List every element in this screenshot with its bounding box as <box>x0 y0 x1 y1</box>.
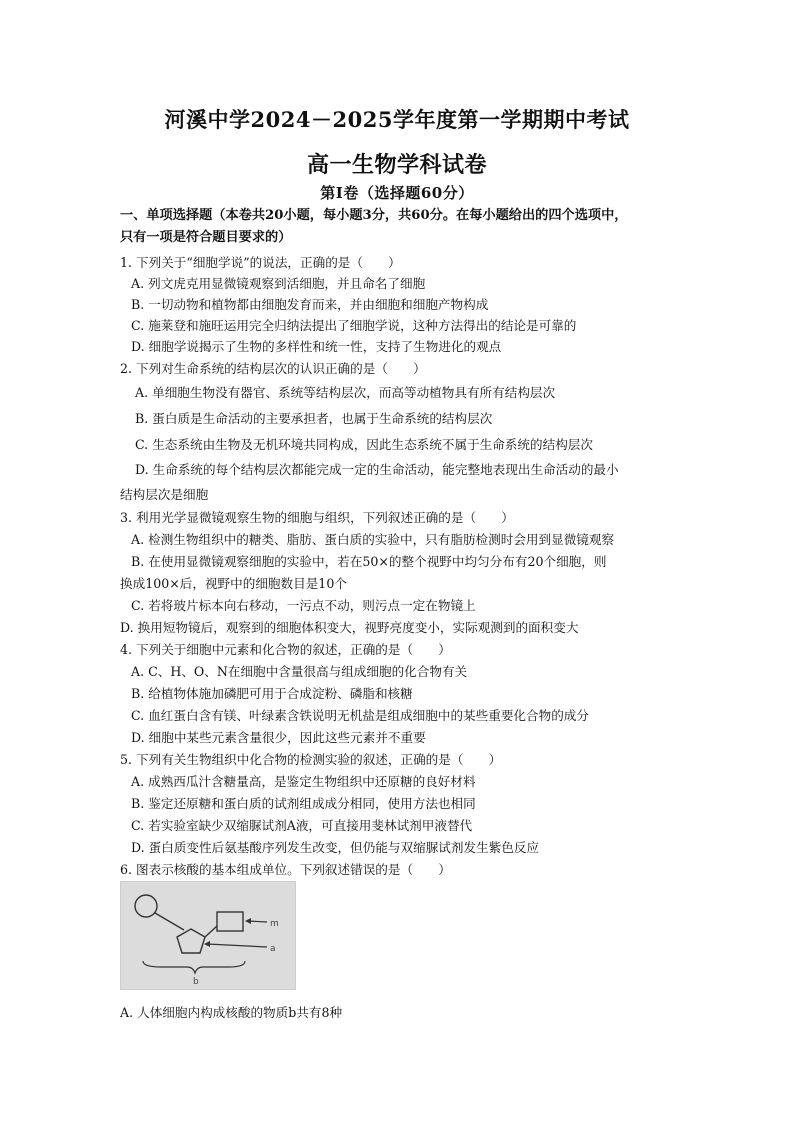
question-2-option-d-cont: 结构层次是细胞 <box>120 487 209 502</box>
phosphate-sugar-bond <box>155 913 184 930</box>
question-6-stem: 6. 图表示核酸的基本组成单位。下列叙述错误的是（ ） <box>120 862 451 877</box>
question-2-option-d: D. 生命系统的每个结构层次都能完成一定的生命活动，能完整地表现出生命活动的最小 <box>135 462 619 477</box>
question-3-option-d: D. 换用短物镜后，观察到的细胞体积变大，视野亮度变小，实际观测到的面积变大 <box>120 620 579 635</box>
question-4-stem: 4. 下列关于细胞中元素和化合物的叙述，正确的是（ ） <box>120 642 451 657</box>
question-5-option-a: A. 成熟西瓜汁含糖量高，是鉴定生物组织中还原糖的良好材料 <box>131 774 476 789</box>
question-4-option-c: C. 血红蛋白含有镁、叶绿素含铁说明无机盐是组成细胞中的某些重要化合物的成分 <box>131 708 589 723</box>
question-4-option-a: A. C、H、O、N在细胞中含量很高与组成细胞的化合物有关 <box>131 664 468 679</box>
exam-title: 河溪中学2024－2025学年度第一学期期中考试 <box>164 107 630 132</box>
label-a: a <box>270 944 276 954</box>
label-b: b <box>193 977 199 987</box>
section-heading-line-2: 只有一项是符合题目要求的） <box>120 230 292 245</box>
question-2-option-c: C. 生态系统由生物及无机环境共同构成，因此生态系统不属于生命系统的结构层次 <box>135 437 593 452</box>
question-1-option-a: A. 列文虎克用显微镜观察到活细胞，并且命名了细胞 <box>131 276 426 291</box>
arrow-a <box>207 944 267 947</box>
nucleotide-diagram <box>121 882 295 989</box>
question-1-option-b: B. 一切动物和植物都由细胞发育而来，并由细胞和细胞产物构成 <box>131 297 489 312</box>
sugar-base-bond <box>205 926 217 937</box>
question-3-option-a: A. 检测生物组织中的糖类、脂肪、蛋白质的实验中，只有脂肪检测时会用到显微镜观察 <box>131 532 615 547</box>
phosphate-circle <box>135 895 157 917</box>
brace-b <box>143 961 245 973</box>
question-2-option-a: A. 单细胞生物没有器官、系统等结构层次，而高等动植物具有所有结构层次 <box>135 385 556 400</box>
part-heading: 第Ⅰ卷（选择题60分） <box>320 184 474 202</box>
question-4-option-d: D. 细胞中某些元素含量很少，因此这些元素并不重要 <box>131 730 426 745</box>
question-6-option-a: A. 人体细胞内构成核酸的物质b共有8种 <box>120 1005 343 1020</box>
arrow-a-head <box>204 941 210 947</box>
nucleotide-figure <box>120 881 296 990</box>
question-2-option-b: B. 蛋白质是生命活动的主要承担者，也属于生命系统的结构层次 <box>135 411 493 426</box>
arrow-m-head <box>245 918 251 924</box>
label-m: m <box>270 919 279 929</box>
question-3-option-b-cont: 换成100×后，视野中的细胞数目是10个 <box>120 576 347 591</box>
question-5-option-c: C. 若实验室缺少双缩脲试剂A液，可直接用斐林试剂甲液替代 <box>131 818 473 833</box>
question-1-stem: 1. 下列关于“细胞学说”的说法，正确的是（ ） <box>120 255 401 270</box>
question-2-stem: 2. 下列对生命系统的结构层次的认识正确的是（ ） <box>120 361 426 376</box>
question-3-stem: 3. 利用光学显微镜观察生物的细胞与组织，下列叙述正确的是（ ） <box>120 510 514 525</box>
question-4-option-b: B. 给植物体施加磷肥可用于合成淀粉、磷脂和核糖 <box>131 686 413 701</box>
question-5-option-b: B. 鉴定还原糖和蛋白质的试剂组成成分相同，使用方法也相同 <box>131 796 476 811</box>
question-3-option-c: C. 若将玻片标本向右移动，一污点不动，则污点一定在物镜上 <box>131 598 476 613</box>
exam-subtitle: 高一生物学科试卷 <box>306 152 487 178</box>
base-rectangle <box>217 912 243 931</box>
pentose-pentagon <box>177 929 205 953</box>
question-1-option-d: D. 细胞学说揭示了生物的多样性和统一性，支持了生物进化的观点 <box>131 339 502 354</box>
section-heading-line-1: 一、单项选择题（本卷共20小题，每小题3分，共60分。在每小题给出的四个选项中， <box>120 208 628 223</box>
question-5-stem: 5. 下列有关生物组织中化合物的检测实验的叙述，正确的是（ ） <box>120 752 502 767</box>
question-5-option-d: D. 蛋白质变性后氨基酸序列发生改变，但仍能与双缩脲试剂发生紫色反应 <box>131 840 540 855</box>
question-3-option-b: B. 在使用显微镜观察细胞的实验中，若在50×的整个视野中均匀分布有20个细胞，则 <box>131 554 607 569</box>
question-1-option-c: C. 施莱登和施旺运用完全归纳法提出了细胞学说，这种方法得出的结论是可靠的 <box>131 318 577 333</box>
